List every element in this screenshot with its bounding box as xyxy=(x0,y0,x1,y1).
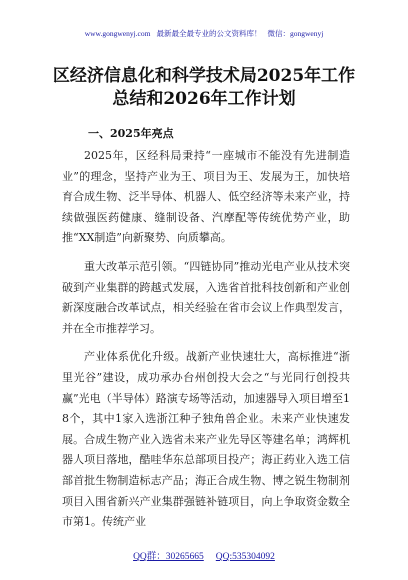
header-banner xyxy=(0,29,408,39)
paragraph: 2025年，区经科局秉持“一座城市不能没有先进制造业”的理念，坚持产业为王、项目为王、发展为王，加快培育合成生物、泛半导体、机器人、低空经济等未来产业，持续做强医药健康、缝制设备、汽摩配等传统优势产业，助推“XX制造”向新聚势、向质攀高。 xyxy=(62,149,350,245)
qq-group-link[interactable]: QQ群：30265665 xyxy=(133,552,204,562)
document-body xyxy=(62,146,350,533)
document-title-line2: 总结和2026年工作计划 xyxy=(112,89,296,109)
footer-contact xyxy=(0,551,408,563)
site-url-link[interactable]: www.gongwenyj.com xyxy=(84,29,151,38)
paragraph: 重大改革示范引领。“四链协同”推动光电产业从技术突破到产业集群的跨越式发展，入选省首批科技创新和产业创新深度融合改革试点，相关经验在省市会议上作典型发言，并在全市推荐学习。 xyxy=(62,259,350,335)
qq-contact-link[interactable]: QQ:535304092 xyxy=(215,552,275,562)
document-title-line1: 区经济信息化和科学技术局2025年工作 xyxy=(52,66,356,86)
section-heading: 一、2025年亮点 xyxy=(88,127,174,140)
paragraph: 产业体系优化升级。战新产业快速壮大，高标推进“浙里光谷”建设，成功承办台州创投大会之“与光同行创投共赢”光电（半导体）路演专场等活动，加速器导入项目增至18个，其中1家入选浙江种子独角兽企业。未来产业快速发展。合成生物产业入选省未来产业先导区等建名单；鸿辉机器人项目落地，酷哇华东总部项目投产；海正药业入选工信部首批生物制造标志产品；海正合成生物、博之锐生物制剂项目入围省新兴产业集群强链补链项目，向上争取资金数全市第1。传统产业 xyxy=(62,350,350,529)
header-slogan: 最新最全最专业的公文资料库！ xyxy=(156,29,262,38)
header-wechat: 微信：gongwenyj xyxy=(267,29,324,38)
